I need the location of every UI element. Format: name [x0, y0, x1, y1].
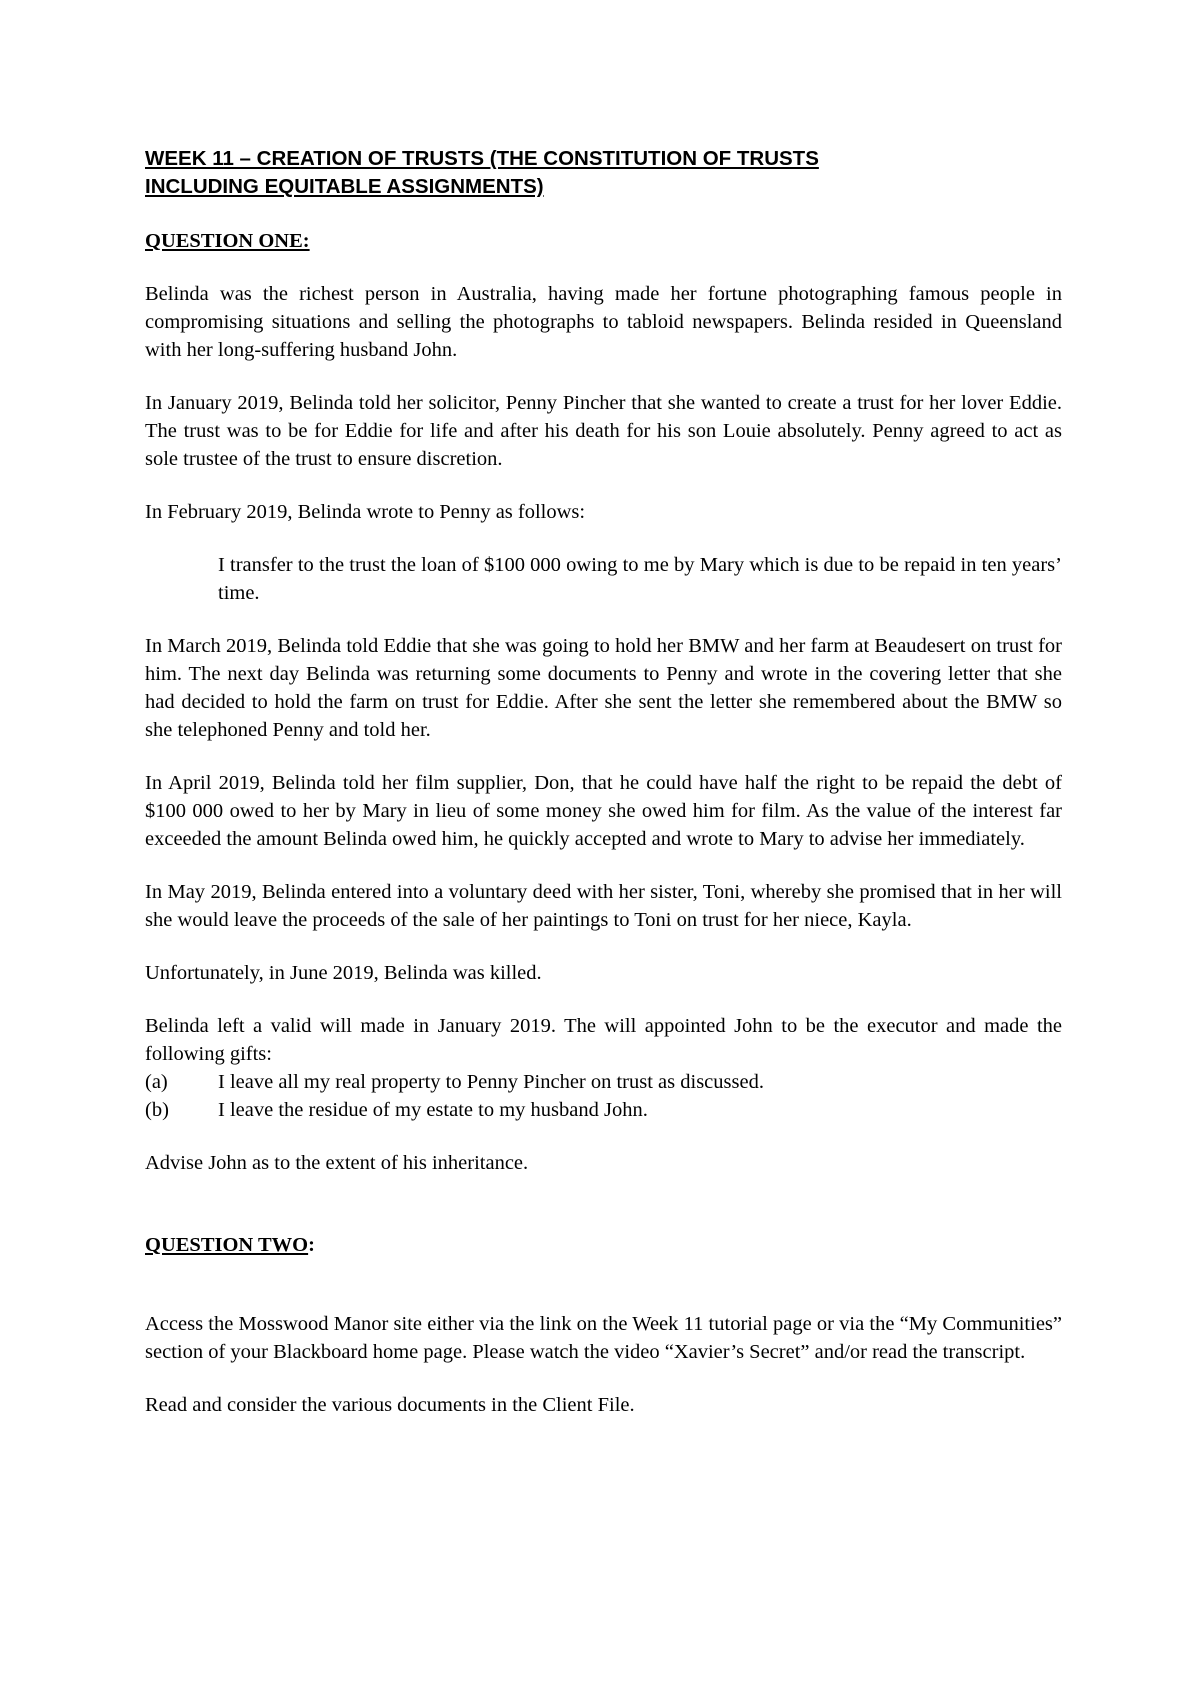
- gift-marker-b: (b): [145, 1099, 169, 1121]
- question-two-heading-text: QUESTION TWO: [145, 1234, 309, 1256]
- question-one-heading: [145, 227, 1062, 255]
- question-one-paragraph-1: Belinda was the richest person in Australia, having made her fortune photographing famous people in compromising situations and selling the photographs to tabloid newspapers. Belinda resided in Queensland with her long-suffering husband John.: [145, 283, 1062, 361]
- question-two-heading: [145, 1231, 1062, 1259]
- gift-item-a: [145, 1068, 1062, 1096]
- letter-quote: I transfer to the trust the loan of $100 000 owing to me by Mary which is due to be repaid in ten years’ time.: [218, 554, 1062, 604]
- question-one-closing: Advise John as to the extent of his inheritance.: [145, 1152, 529, 1174]
- question-one-paragraph-4: In March 2019, Belinda told Eddie that she was going to hold her BMW and her farm at Beaudesert on trust for him. The next day Belinda was returning some documents to Penny and wrote in the covering letter that she had decided to hold the farm on trust for Eddie. After she sent the letter she remembered about the BMW so she telephoned Penny and told her.: [145, 635, 1062, 741]
- document-title-line-1: WEEK 11 – CREATION OF TRUSTS (THE CONSTITUTION OF TRUSTS: [145, 147, 819, 170]
- question-one-paragraph-3: In February 2019, Belinda wrote to Penny as follows:: [145, 501, 586, 523]
- question-two-heading-colon: :: [308, 1234, 315, 1256]
- gift-marker-a: (a): [145, 1071, 168, 1093]
- document-title-line-2: INCLUDING EQUITABLE ASSIGNMENTS): [145, 175, 544, 198]
- document-title: [145, 145, 1062, 201]
- question-one-paragraph-8: Belinda left a valid will made in January 2019. The will appointed John to be the executor and made the following gifts:: [145, 1015, 1062, 1065]
- gift-text-b: I leave the residue of my estate to my husband John.: [218, 1099, 648, 1121]
- gift-text-a: I leave all my real property to Penny Pincher on trust as discussed.: [218, 1071, 764, 1093]
- question-one-paragraph-6: In May 2019, Belinda entered into a voluntary deed with her sister, Toni, whereby she promised that in her will she would leave the proceeds of the sale of her paintings to Toni on trust for her niece, Kayla.: [145, 881, 1062, 931]
- question-two-paragraph-2: Read and consider the various documents in the Client File.: [145, 1394, 635, 1416]
- document-body: [145, 145, 1062, 1419]
- question-one-paragraph-5: In April 2019, Belinda told her film supplier, Don, that he could have half the right to be repaid the debt of $100 000 owed to her by Mary in lieu of some money she owed him for film. As the value of the interest far exceeded the amount Belinda owed him, he quickly accepted and wrote to Mary to advise her immediately.: [145, 772, 1062, 850]
- question-one-paragraph-7: Unfortunately, in June 2019, Belinda was killed.: [145, 962, 542, 984]
- question-one-paragraph-2: In January 2019, Belinda told her solicitor, Penny Pincher that she wanted to create a trust for her lover Eddie. The trust was to be for Eddie for life and after his death for his son Louie absolutely. Penny agreed to act as sole trustee of the trust to ensure discretion.: [145, 392, 1062, 470]
- question-two-paragraph-1: Access the Mosswood Manor site either via the link on the Week 11 tutorial page or via the “My Communities” section of your Blackboard home page. Please watch the video “Xavier’s Secret” and/or read the transcript.: [145, 1313, 1062, 1363]
- question-one-heading-text: QUESTION ONE:: [145, 230, 310, 252]
- gift-item-b: [145, 1096, 1062, 1124]
